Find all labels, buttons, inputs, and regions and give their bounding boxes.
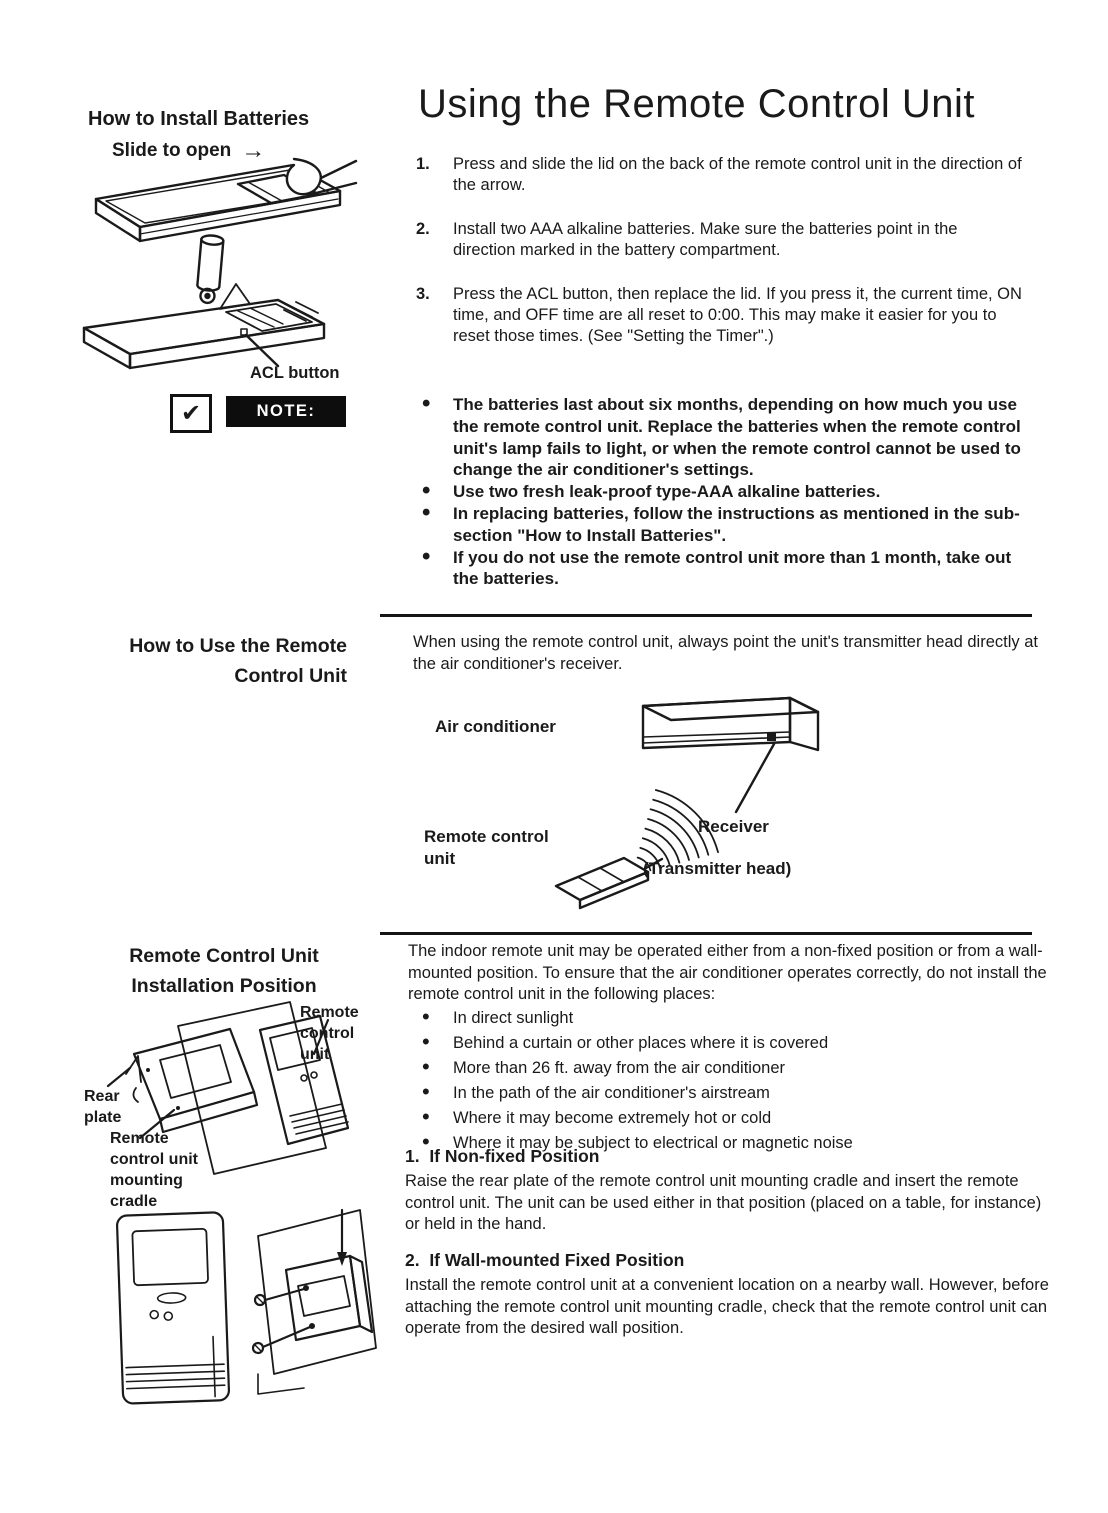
label-line: mounting (110, 1172, 183, 1189)
slide-to-open-text: Slide to open (112, 140, 232, 161)
label-line: Remote (300, 1004, 359, 1021)
label-line: cradle (110, 1193, 158, 1210)
installation-paragraph: The indoor remote unit may be operated either from a non-fixed position or from a wall-mounted position. To ensure that the air conditioner operates correctly, do not install the remote control unit in the following places: (408, 942, 1047, 1003)
acl-button-label: ACL button (250, 364, 340, 382)
receiver-label: Receiver (698, 817, 769, 836)
note-badge: NOTE: (226, 396, 346, 427)
label-line: control unit (110, 1151, 198, 1168)
wallmount-subheading: 2. If Wall-mounted Fixed Position (405, 1250, 685, 1270)
remote-control-unit-label (424, 826, 549, 870)
step-text: Press and slide the lid on the back of the remote control unit in the direction of the arrow. (453, 155, 1022, 194)
label-line: plate (84, 1109, 122, 1126)
label-line: Remote (110, 1130, 169, 1147)
heading-line: Installation Position (131, 975, 317, 997)
step-text: Press the ACL button, then replace the lid. If you press it, the current time, ON time, and OFF time are all reset to 0:00. This may make it easier for you to reset those times. (See "Setting the Timer".) (453, 285, 1022, 345)
heading-line: Remote Control Unit (129, 945, 319, 967)
bullet-list-item: • Behind a curtain or other places where it is covered (416, 1033, 1046, 1054)
note-list-item: • If you do not use the remote control unit more than 1 month, take out the batteries. (416, 547, 1024, 591)
heading-line: How to Use the Remote (129, 635, 347, 657)
transmitter-head-label: (Transmitter head) (643, 859, 792, 878)
bullet-list-item: • More than 26 ft. away from the air conditioner (416, 1058, 1046, 1079)
installation-bullet-list (416, 1008, 1046, 1158)
label-line: unit (300, 1046, 330, 1063)
step-number: 1. (416, 155, 430, 173)
section-heading-use-remote (83, 631, 347, 691)
section-heading-install-batteries: How to Install Batteries (88, 108, 310, 130)
note-checkbox (170, 394, 212, 433)
air-conditioner-label: Air conditioner (435, 717, 556, 736)
list-item (416, 284, 1024, 347)
note-list (416, 394, 1024, 590)
remote-control-unit-label (300, 1002, 359, 1065)
wall-mounting-illustration (108, 1198, 408, 1433)
bullet-list-item: • Where it may be subject to electrical or magnetic noise (416, 1133, 1046, 1154)
use-remote-paragraph: When using the remote control unit, always point the unit's transmitter head directly at the air conditioner's receiver. (413, 633, 1038, 673)
bullet-list-item: • Where it may become extremely hot or cold (416, 1108, 1046, 1129)
note-list-item: • Use two fresh leak-proof type-AAA alkaline batteries. (416, 481, 1024, 503)
signal-diagram-illustration (528, 690, 963, 918)
bullet-list-item: • In the path of the air conditioner's airstream (416, 1083, 1046, 1104)
note-list-item: • In replacing batteries, follow the instructions as mentioned in the sub-section "How to Install Batteries". (416, 503, 1024, 547)
nonfixed-subheading: 1. If Non-fixed Position (405, 1146, 600, 1166)
step-number: 2. (416, 220, 430, 238)
step-text: Install two AAA alkaline batteries. Make sure the batteries point in the direction marked in the battery compartment. (453, 220, 958, 259)
bullet-list-item: • In direct sunlight (416, 1008, 1046, 1029)
label-line: Remote control (424, 827, 549, 846)
list-item (416, 219, 1024, 261)
battery-steps-list (416, 154, 1024, 370)
mounting-cradle-label (110, 1128, 198, 1212)
list-item (416, 154, 1024, 196)
label-line: control (300, 1025, 355, 1042)
section-heading-installation (95, 941, 353, 1001)
arrow-right-icon: → (241, 137, 266, 164)
remote-back-open-illustration (78, 232, 360, 372)
nonfixed-paragraph: Raise the rear plate of the remote control unit mounting cradle and insert the remote control unit. The unit can be used either in that position (placed on a table, for instance) or held in the hand. (405, 1172, 1042, 1233)
wallmount-paragraph: Install the remote control unit at a convenient location on a nearby wall. However, before attaching the remote control unit mounting cradle, check that the remote control unit can operate from the desired wall position. (405, 1276, 1049, 1337)
section-divider (380, 614, 1032, 617)
label-line: Rear (84, 1088, 120, 1105)
label-line: unit (424, 849, 456, 868)
step-number: 3. (416, 285, 430, 303)
heading-line: Control Unit (234, 665, 347, 687)
note-list-item: • The batteries last about six months, depending on how much you use the remote control unit. Replace the batteries when the remote control unit's lamp fails to light, or when the remote control cannot be used to change the air conditioner's settings. (416, 394, 1024, 481)
section-divider (380, 932, 1032, 935)
page-title: Using the Remote Control Unit (418, 82, 975, 126)
rear-plate-label (84, 1086, 121, 1128)
checkmark-icon: ✔ (180, 400, 202, 427)
